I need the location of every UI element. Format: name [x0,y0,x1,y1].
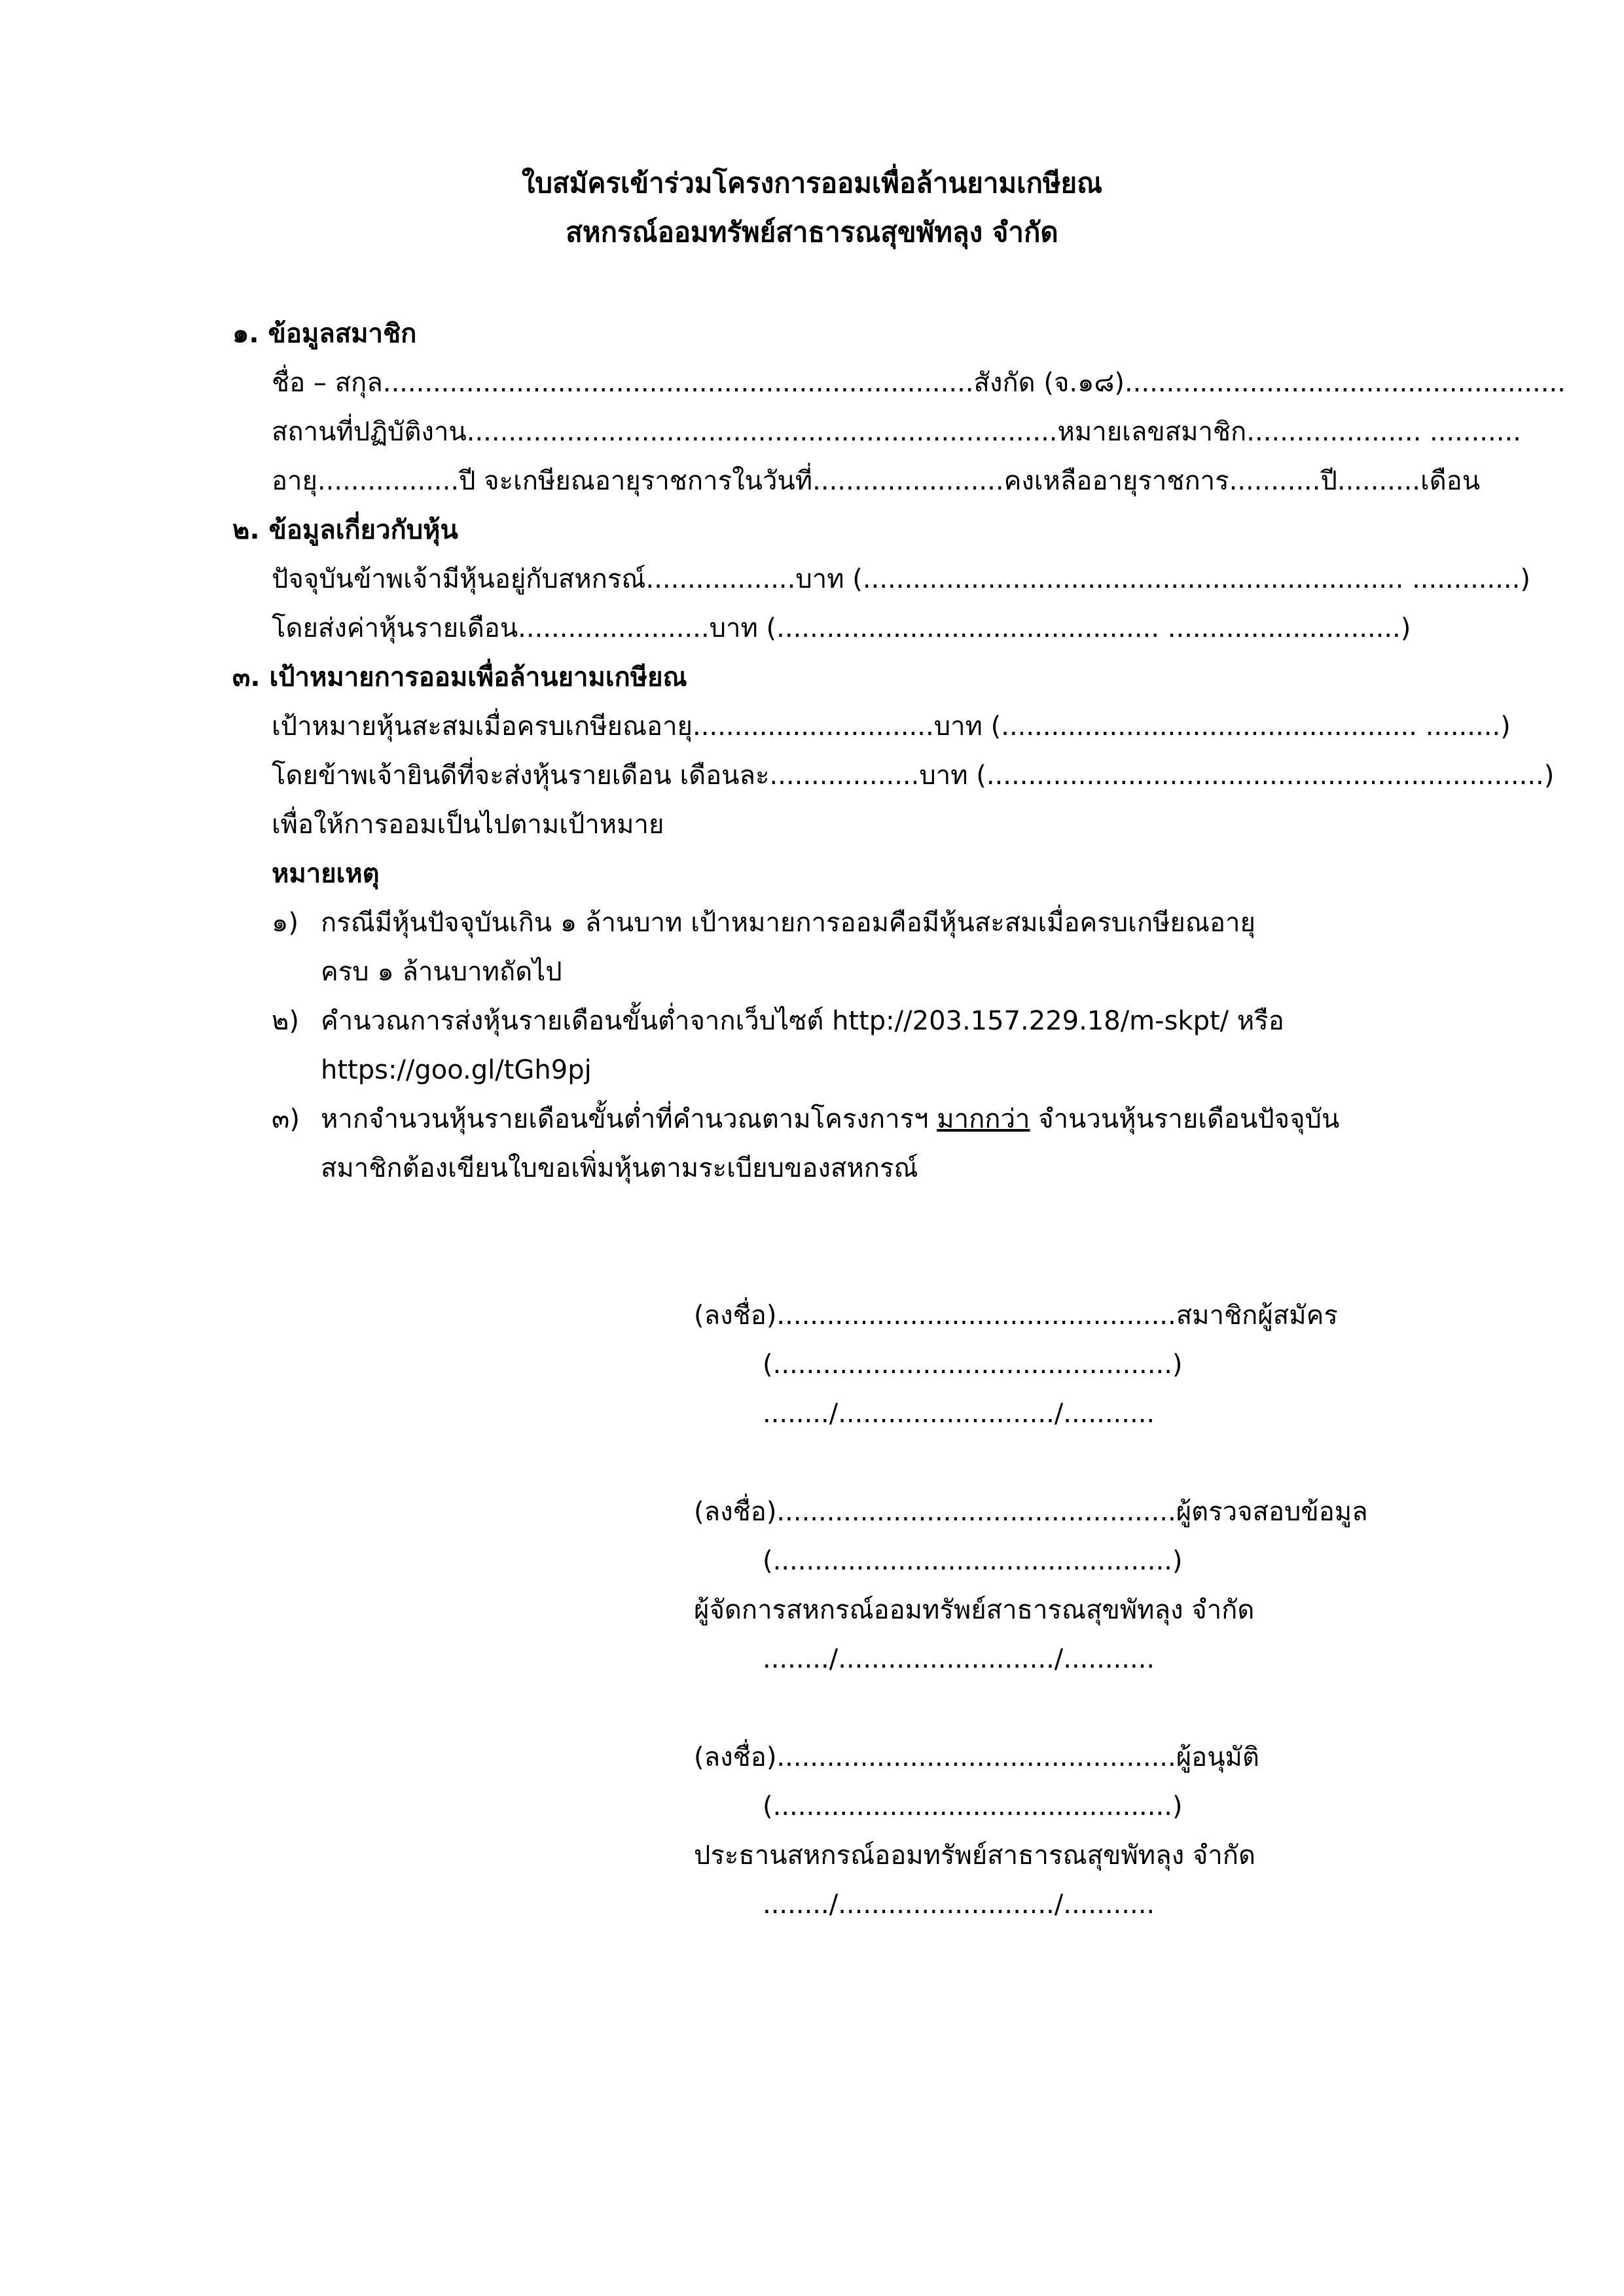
monthly-commit-line: โดยข้าพเจ้ายินดีที่จะส่งหุ้นรายเดือน เดือนละ..................บาท (...................................................................) [272,761,1555,791]
member-name-line: ชื่อ – สกุล.......................................................................สังกัด (จ.๑๘)..................................................... [272,368,1566,398]
applicant-name-line: (................................................) [763,1350,1183,1380]
note3-underlined-text: มากกว่า [937,1104,1030,1134]
monthly-shares-line: โดยส่งค่าหุ้นรายเดือน.......................บาท (.............................................. ............................) [272,613,1411,643]
approver-name-line: (................................................) [763,1791,1183,1821]
verifier-signature-line: (ลงชื่อ)................................................ผู้ตรวจสอบข้อมูล [694,1497,1368,1527]
verifier-position-line: ผู้จัดการสหกรณ์ออมทรัพย์สาธารณสุขพัทลุง จำกัด [694,1595,1255,1625]
approver-position-line: ประธานสหกรณ์ออมทรัพย์สาธารณสุขพัทลุง จำกัด [694,1840,1255,1871]
note1-line2: ครบ ๑ ล้านบาทถัดไป [321,957,562,987]
form-title-line1: ใบสมัครเข้าร่วมโครงการออมเพื่อล้านยามเกษียณ [521,167,1103,199]
note3-line2: สมาชิกต้องเขียนใบขอเพิ่มหุ้นตามระเบียบของสหกรณ์ [321,1153,918,1183]
note2-line1: คำนวณการส่งหุ้นรายเดือนขั้นต่ำจากเว็บไซต์ http://203.157.229.18/m-skpt/ หรือ [321,1006,1284,1036]
notes-heading: หมายเหตุ [272,859,380,889]
note2-line2: https://goo.gl/tGh9pj [321,1055,592,1085]
workplace-line: สถานที่ปฏิบัติงาน.......................................................................หมายเลขสมาชิก..................... ........... [272,417,1521,447]
note3-line1 [321,1100,1339,1139]
verifier-date-line: ......../........................../........... [763,1644,1155,1674]
note3-number: ๓) [272,1104,300,1134]
note1-line1: กรณีมีหุ้นปัจจุบันเกิน ๑ ล้านบาท เป้าหมายการออมคือมีหุ้นสะสมเมื่อครบเกษียณอายุ [321,908,1255,938]
current-shares-line: ปัจจุบันข้าพเจ้ามีหุ้นอยู่กับสหกรณ์..................บาท (................................................................. .............) [272,564,1530,594]
goal-statement-line: เพื่อให้การออมเป็นไปตามเป้าหมาย [272,810,664,840]
note3-text-a: หากจำนวนหุ้นรายเดือนขั้นต่ำที่คำนวณตามโครงการฯ [321,1104,937,1134]
note1-number: ๑) [272,908,298,938]
section3-heading: ๓. เป้าหมายการออมเพื่อล้านยามเกษียณ [232,662,687,692]
verifier-name-line: (................................................) [763,1546,1183,1576]
section2-heading: ๒. ข้อมูลเกี่ยวกับหุ้น [232,515,458,545]
approver-signature-line: (ลงชื่อ)................................................ผู้อนุมัติ [694,1742,1259,1772]
applicant-date-line: ......../........................../........... [763,1399,1155,1429]
note2-number: ๒) [272,1006,299,1036]
target-shares-line: เป้าหมายหุ้นสะสมเมื่อครบเกษียณอายุ.............................บาท (.................................................. .........) [272,711,1511,742]
applicant-signature-line: (ลงชื่อ)................................................สมาชิกผู้สมัคร [694,1300,1338,1331]
approver-date-line: ......../........................../........... [763,1890,1155,1920]
section1-heading: ๑. ข้อมูลสมาชิก [232,319,417,349]
form-title-line2: สหกรณ์ออมทรัพย์สาธารณสุขพัทลุง จำกัด [566,216,1058,248]
note3-text-b: จำนวนหุ้นรายเดือนปัจจุบัน [1030,1104,1340,1134]
age-retirement-line: อายุ.................ปี จะเกษียณอายุราชการในวันที่.......................คงเหลืออายุราชการ...........ปี..........เดือน [272,466,1481,496]
